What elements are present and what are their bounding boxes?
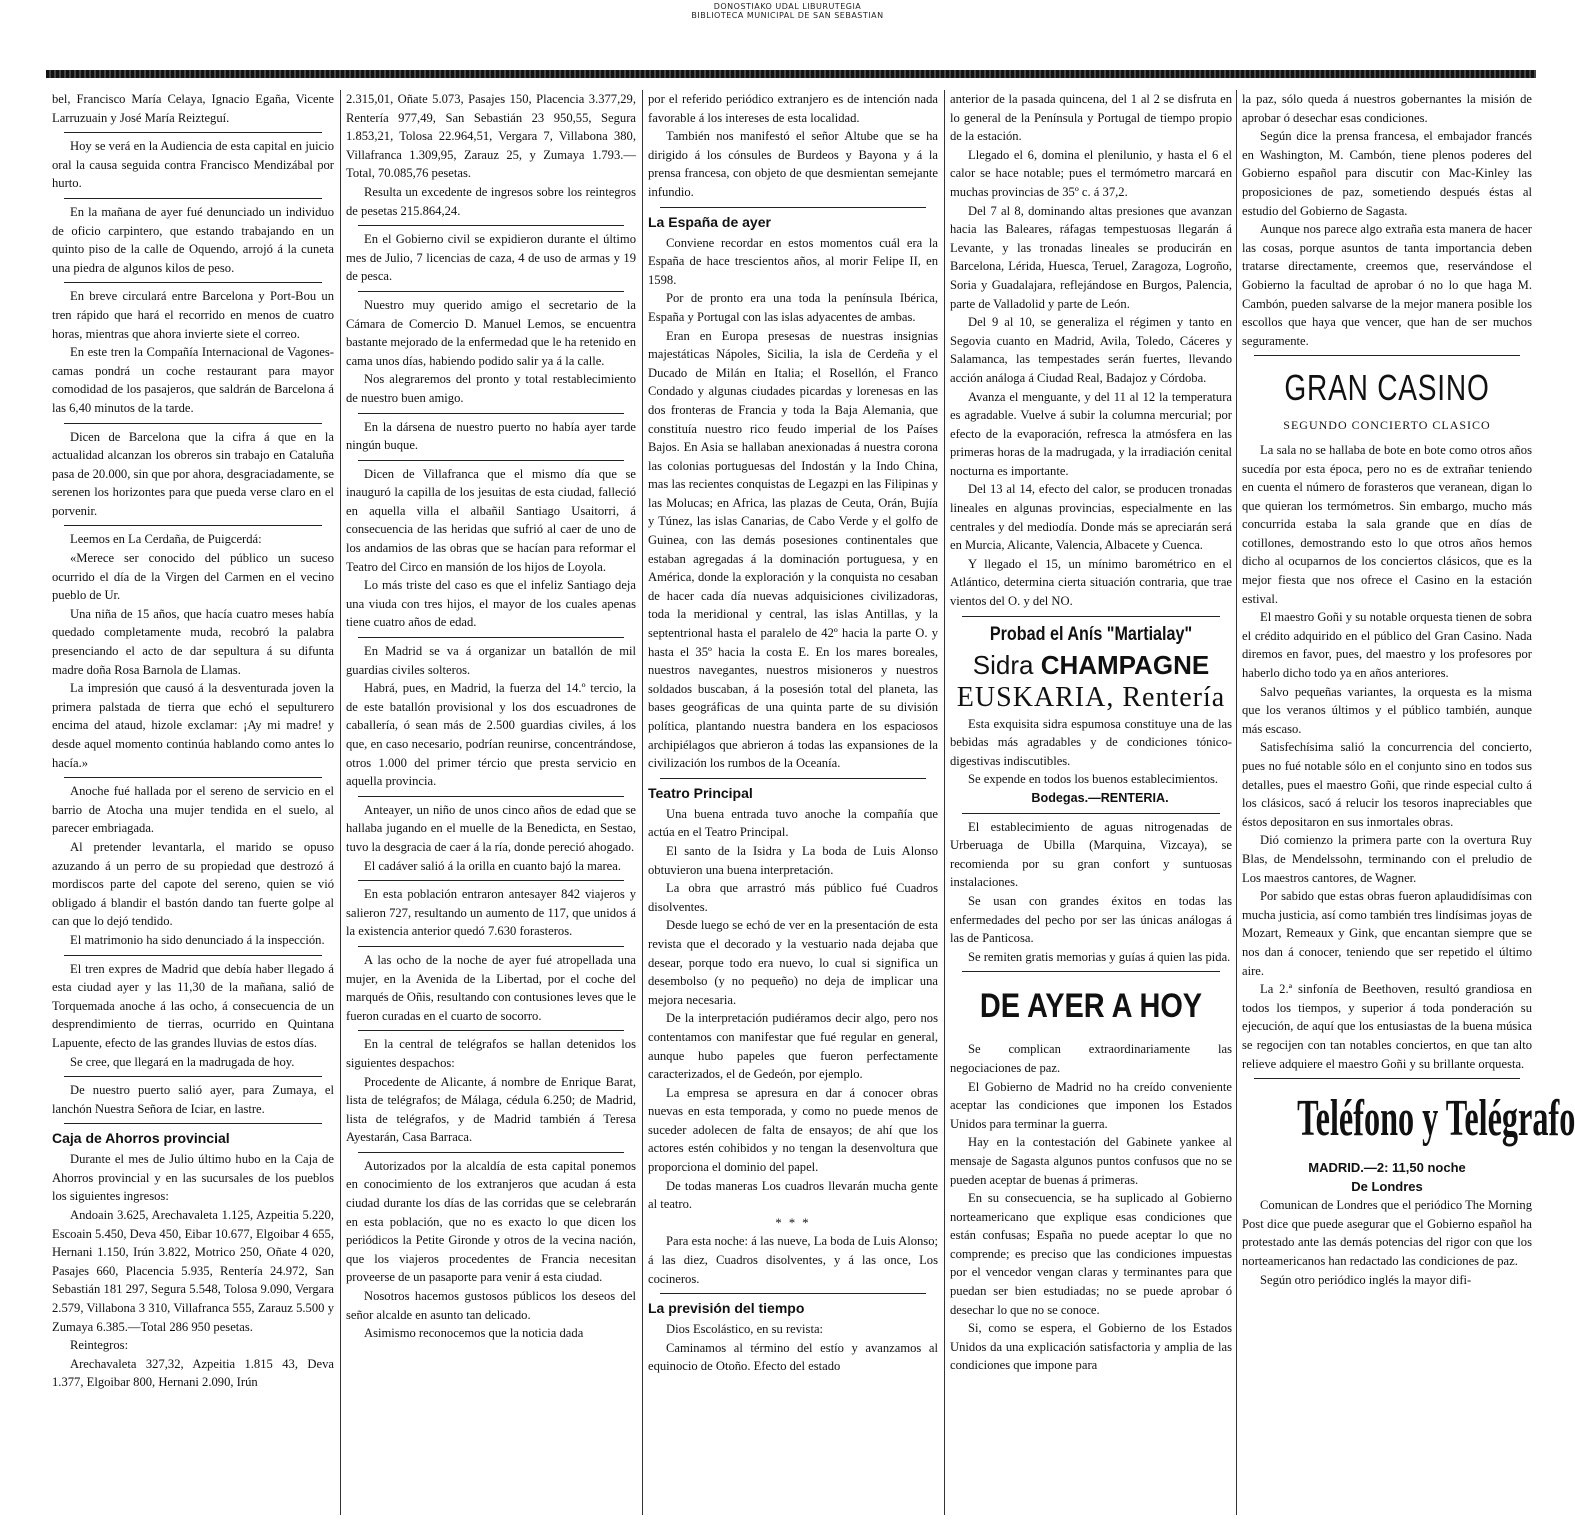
paragraph: «Merece ser conocido del público un suceso ocurrido el día de la Virgen del Carmen en el vecino pueblo de Ur. <box>52 551 334 603</box>
paragraph: Arechavaleta 327,32, Azpeitia 1.815 43, Deva 1.377, Elgoibar 800, Hernani 2.090, Irún <box>52 1356 334 1390</box>
separator <box>358 637 624 638</box>
paragraph: En la dársena de nuestro puerto no había ayer tarde ningún buque. <box>346 419 636 453</box>
paragraph: Nos alegraremos del pronto y total restablecimiento de nuestro buen amigo. <box>346 372 636 405</box>
paragraph: Dió comienzo la primera parte con la overtura Ruy Blas, de Mendelssohn, terminando con el preludio de Los maestros cantores, de Wagner. <box>1242 833 1532 885</box>
paragraph: Se cree, que llegará en la madrugada de hoy. <box>70 1054 295 1069</box>
paragraph: El tren expres de Madrid que debía haber llegado á esta ciudad ayer y las 11,30 de la mañana, salió de Torquemada anoche á las ocho, á consecuencia de un desprendimiento de tierras, ocurrido en Quintana Lapuente, efecto de las grandes lluvias de estos días. <box>52 961 334 1050</box>
separator <box>64 777 322 778</box>
dateline: MADRID.—2: 11,50 noche <box>1308 1160 1466 1176</box>
masthead <box>0 2 1575 20</box>
paragraph: Leemos en La Cerdaña, de Puigcerdá: <box>70 532 262 547</box>
paragraph: En breve circulará entre Barcelona y Port-Bou un tren rápido que hará el recorrido en menos de cuatro horas, mientras que ahora invierte siete el correo. <box>52 289 334 341</box>
paragraph: Una buena entrada tuvo anoche la compañía que actúa en el Teatro Principal. <box>648 806 938 840</box>
paragraph: Para esta noche: á las nueve, La boda de Luis Alonso; á las diez, Cuadros disolventes, y á las once, Los cocineros. <box>648 1234 938 1286</box>
paragraph: El matrimonio ha sido denunciado á la inspección. <box>70 932 325 947</box>
column-1 <box>52 90 334 1515</box>
section-heading-gran-casino: GRAN CASINO <box>1284 367 1490 409</box>
paragraph: Una niña de 15 años, que hacía cuatro meses había quedado completamente muda, recobró la palabra presenciando el acto de dar sepultura á su difunta madre doña Rosa Barnola de Llamas. <box>52 606 334 677</box>
paragraph: En esta población entraron antesayer 842 viajeros y salieron 727, resultando un aumento de 117, que unidos á la existencia anterior quedó 7.630 forasteros. <box>346 887 636 939</box>
paragraph: Dicen de Villafranca que el mismo día que se inauguró la capilla de los jesuitas de esta ciudad, falleció en aquella villa el albañil Santiago Usaitorri, á consecuencia de las heridas que sufrió al caer de uno de los andamios de las obras que se hacían para reformar el Teatro del Circo en mansión de los hijos de Loyola. <box>346 466 636 574</box>
paragraph: La sala no se hallaba de bote en bote como otros años sucedía por esta época, pero no es de extrañar teniendo en cuenta el número de forasteros que veranean, digan lo que quieran los termómetros. Sin embargo, mucho más concurrida estaba la sala grande que en días de cotillones, demostrando esto lo que otros años hemos dicho al ocuparnos de los conciertos clásicos, que es la mejor fiesta que nos ofrece el Casino en la estación estival. <box>1242 442 1532 606</box>
paragraph: El maestro Goñi y su notable orquesta tienen de sobra el crédito adquirido en el público del Gran Casino. Nada diremos en favor, pues, del maestro y los profesores por haberlo dicho todo ya en años anteriores. <box>1242 610 1532 681</box>
top-rule <box>46 70 1536 78</box>
paragraph: Reintegros: <box>70 1338 129 1353</box>
column-4 <box>950 90 1232 1515</box>
paragraph: De la interpretación pudiéramos decir algo, pero nos contentamos con manifestar que fué regular en general, aunque hubo papeles que fueron perfectamente caracterizados, el de Gedeón, por ejemplo. <box>648 1011 938 1082</box>
advertisement-euskaria: EUSKARIA, Rentería <box>956 681 1226 713</box>
paragraph: Durante el mes de Julio último hubo en la Caja de Ahorros provincial y en las sucursales de los pueblos los siguientes ingresos: <box>52 1152 334 1204</box>
column-2 <box>346 90 636 1515</box>
paragraph: Nuestro muy querido amigo el secretario de la Cámara de Comercio D. Manuel Lemos, se encuentra bastante mejorado de la enfermedad que le ha retenido en cama unos días, habiendo podido salir ya á la calle. <box>346 297 636 368</box>
paragraph: De nuestro puerto salió ayer, para Zumaya, el lanchón Nuestra Señora de Iciar, en lastre. <box>52 1083 334 1116</box>
paragraph: Según otro periódico inglés la mayor difi- <box>1260 1272 1472 1287</box>
paragraph: El santo de la Isidra y La boda de Luis Alonso obtuvieron una buena interpretación. <box>648 843 938 877</box>
separator <box>358 1152 624 1153</box>
separator <box>358 460 624 461</box>
section-heading-telefono: Teléfono y Telégrafo <box>1297 1090 1575 1148</box>
section-heading: Teatro Principal <box>648 784 753 801</box>
paragraph: La empresa se apresura en dar á conocer obras nuevas en esta temporada, y como no puede menos de suceder adolecen de falta de ensayos; de ahí que los actores estén cohibidos y no tengan la desenvoltura que proporciona el dominio del papel. <box>648 1085 938 1175</box>
paragraph: Desde luego se echó de ver en la presentación de esta revista que el decorado y la vestuario nada dejaba que desear, porque todo era nuevo, lo cual si significa un desembolso (y no pequeño) no deja de implicar una mejora necesaria. <box>648 918 938 1007</box>
separator <box>660 778 926 779</box>
section-heading: La previsión del tiempo <box>648 1300 805 1317</box>
paragraph: El Gobierno de Madrid no ha creído conveniente aceptar las condiciones que imponen los Estados Unidos para terminar la guerra. <box>950 1079 1232 1131</box>
separator <box>660 207 926 208</box>
separator <box>358 880 624 881</box>
separator <box>358 946 624 947</box>
paragraph: Hay en la contestación del Gabinete yankee al mensaje de Sagasta algunos puntos confusos que no se pueden aceptar de buenas á primeras. <box>950 1135 1232 1187</box>
paragraph: Lo más triste del caso es que el infeliz Santiago deja una viuda con tres hijos, el mayor de los cuales apenas tiene cuatro años de edad. <box>346 578 636 630</box>
paragraph: A las ocho de la noche de ayer fué atropellada una mujer, en la Avenida de la Libertad, por el coche del marqués de Oñis, resultando con contusiones leves que le fueron curadas en el cuarto de socorro. <box>346 952 636 1023</box>
separator <box>962 616 1220 617</box>
sub-dateline: De Londres <box>1351 1178 1423 1194</box>
masthead-line1: DONOSTIAKO UDAL LIBURUTEGIA <box>713 2 862 11</box>
paragraph: De todas maneras Los cuadros llevarán mucha gente al teatro. <box>648 1178 938 1212</box>
separator <box>64 282 322 283</box>
paragraph: Eran en Europa presesas de nuestras insignias majestáticas Nápoles, Sicilia, la isla de Cerdeña y el Ducado de Milán en Italia; el Rosellón, el Franco Condado y algunas ciudades picardas y lorenesas en las dos fronteras de Francia y toda la Baja Alemania, que constituía nuestro rico feudo imperial de los Países Bajos. En Asia se hallaban anexionadas á nuestra corona las colonias portuguesas del Indostán y la Indo China, mas las recientes conquistas de Legazpi en las Filipinas y las Molucas; en Africa, las plazas de Ceuta, Orán, Bujía y Túnez, las islas Canarias, de Cabo Verde y el golfo de Guinea, con las demás posesiones continentales que estaban agregadas á la dominación portuguesa, y en América, donde la exploración y la conquista no cesaban de hacer cada día nuevas adquisiciones civilizadoras, toda la meridional y central, las islas Antillas, y la septentrional hasta el paralelo de 42º hacia la parte O. y hasta el 35º hacia la costa E. En los mares boreales, nuestros navegantes, nuestros misioneros y nuestros soldados buscaban, á la posesión total del planeta, las bases geográficas de una quinta parte de su división política, plantando nuestra bandera en los espaciosos archipiélagos que abrieron á todas las expansiones de la civilización los rumbos de la Oceanía. <box>648 328 938 771</box>
paragraph: Por sabido que estas obras fueron aplaudidísimas con mucha justicia, así como también tres lindísimas joyas de Mozart, Remeaux y Gink, que encantan siempre que se nos dan á conocer, teniendo que ser repetido el último aire. <box>1242 889 1532 978</box>
separator <box>358 225 624 226</box>
paragraph: la paz, sólo queda á nuestros gobernantes la misión de aprobar ó desechar esas condiciones. <box>1242 92 1532 125</box>
separator <box>64 525 322 526</box>
advertisement-sidra <box>950 649 1232 681</box>
section-heading: Caja de Ahorros provincial <box>52 1130 230 1147</box>
paragraph: Avanza el menguante, y del 11 al 12 la temperatura es agradable. Vuelve á subir la columna mercurial; por efecto de la evaporación, refresca la atmósfera en las primeras horas de la madrugada, y la irradiación cenital nocturna es importante. <box>950 389 1232 478</box>
separator <box>64 955 322 956</box>
paragraph: Se complican extraordinariamente las negociaciones de paz. <box>950 1042 1232 1075</box>
paragraph: Comunican de Londres que el periódico The Morning Post dice que puede asegurar que el Gobierno español ha protestado ante las demás potencias del rigor con que los norteamericanos han redactado las condiciones de paz. <box>1242 1198 1532 1269</box>
paragraph: Aunque nos parece algo extraña esta manera de hacer las cosas, porque asuntos de tanta importancia deben tratarse directamente, creemos que, reservándose el Gobierno la facultad de aprobar ó no lo que haga M. Cambón, pueden salvarse de la mejor manera posible los escollos que haya que vencer, que han de ser muchos seguramente. <box>1242 222 1532 348</box>
paragraph: Caminamos al término del estío y avanzamos al equinocio de Otoño. Efecto del estado <box>648 1340 938 1374</box>
separator <box>962 813 1220 814</box>
separator <box>1254 355 1520 356</box>
paragraph: Satisfechísima salió la concurrencia del concierto, pues no fué notable sólo en el conjunto sino en todos sus detalles, pues el maestro Goñi, que rinde especial culto á los clásicos, sacó á relucir los tesoros inapreciables que éstos depositaron en sus inmortales obras. <box>1242 740 1532 829</box>
section-subheading: SEGUNDO CONCIERTO CLASICO <box>1283 418 1491 433</box>
paragraph: Según dice la prensa francesa, el embajador francés en Washington, M. Cambón, tiene plenos poderes del Gobierno español para discutir con Mac-Kinley las proposiciones de paz, sometiendo después éstas al estudio del Gobierno de Sagasta. <box>1242 129 1532 218</box>
paragraph: Anteayer, un niño de unos cinco años de edad que se hallaba jugando en el muelle de la Benedicta, en Sestao, tuvo la desgracia de caer á la ría, donde pereció ahogado. <box>346 802 636 854</box>
separator <box>64 1123 322 1124</box>
separator <box>358 413 624 414</box>
paragraph: Del 9 al 10, se generaliza el régimen y tanto en Segovia cuanto en Madrid, Avila, Toledo, Cáceres y Salamanca, las tempestades serán fuertes, llevando acción análoga á Ciudad Real, Badajoz y Córdoba. <box>950 315 1232 385</box>
paragraph: Del 13 al 14, efecto del calor, se producen tronadas lineales en algunas provincias, especialmente en las centrales y del mediodía. Donde más se apreciarán será en Murcia, Alicante, Valencia, Albacete y Cuenca. <box>950 482 1232 553</box>
separator <box>64 1076 322 1077</box>
paragraph: En la central de telégrafos se hallan detenidos los siguientes despachos: <box>346 1037 636 1070</box>
paragraph: 2.315,01, Oñate 5.073, Pasajes 150, Placencia 3.377,29, Rentería 977,49, San Sebastián 23 950,55, Segura 1.853,21, Tolosa 22.964,51, Vergara 7, Villabona 380, Villafranca 1.309,95, Zarauz 25, y Zumaya 1.793.—Total, 70.085,76 pesetas. <box>346 92 636 181</box>
section-heading-ayer-a-hoy: DE AYER A HOY <box>979 987 1203 1026</box>
paragraph: Al pretender levantarla, el marido se opuso azuzando á un perro de su propiedad que destrozó á mordiscos parte del capote del sereno, quien se vió obligado á blandir el bastón dando tan fuerte golpe al can que lo dejó tendido. <box>52 839 334 929</box>
separator <box>358 1030 624 1031</box>
ad-sidra-word: Sidra <box>972 649 1041 680</box>
paragraph: Nosotros hacemos gustosos públicos los deseos del señor alcalde en asunto tan delicado. <box>346 1289 636 1322</box>
paragraph: Esta exquisita sidra espumosa constituye una de las bebidas más agradables y de condiciones tónico-digestivas indiscutibles. <box>950 716 1232 768</box>
paragraph: Andoain 3.625, Arechavaleta 1.125, Azpeitia 5.220, Escoain 5.450, Deva 450, Eibar 10.677, Elgoibar 4 655, Hernani 1.150, Irún 3.822, Motrico 250, Oñate 4 020, Pasajes 660, Placencia 5.935, Rentería 24.972, San Sebastián 181 297, Segura 5.548, Tolosa 9.090, Vergara 2.579, Villabona 3 310, Villafranca 555, Zarauz 5.500 y Zumaya 6.385.—Total 286 950 pesetas. <box>52 1208 334 1334</box>
paragraph: Asimismo reconocemos que la noticia dada <box>364 1326 584 1341</box>
separator <box>64 423 322 424</box>
paragraph: La impresión que causó á la desventurada joven la primera palstada de tierra que echó el sepulturero encima del ataud, hizole exclamar: ¡Ay mi madre! y desde aquel momento continúa hablando como antes lo hacía.» <box>52 681 334 770</box>
separator <box>1254 1078 1520 1079</box>
paragraph: anterior de la pasada quincena, del 1 al 2 se disfruta en lo general de la Península y Portugal de tiempo propio de la estación. <box>950 92 1232 144</box>
masthead-line2: BIBLIOTECA MUNICIPAL DE SAN SEBASTIAN <box>691 11 884 20</box>
column-divider <box>340 90 341 1515</box>
paragraph: La obra que arrastró más público fué Cuadros disolventes. <box>648 881 938 914</box>
paragraph: Del 7 al 8, dominando altas presiones que avanzan hacia las Baleares, ráfagas tempestuosas llegarán á Levante, y las tronadas lineales se producirán en Barcelona, Lérida, Huesca, Teruel, Zaragoza, Logroño, Soria y Guadalajara, reflejándose en Burgos, Palencia, parte de Valladolid y parte de León. <box>950 203 1232 311</box>
paragraph: Se expende en todos los buenos establecimientos. <box>968 772 1219 787</box>
paragraph: En Madrid se va á organizar un batallón de mil guardias civiles solteros. <box>346 644 636 677</box>
paragraph: Autorizados por la alcaldía de esta capital ponemos en conocimiento de los extranjeros que acudan á esta ciudad durante los días de las corridas que se celebrarán en esta población, que no es exacto lo que dicen los periódicos la Petite Gironde y otros de la vecina nación, que los viajeros procedentes de Francia necesitan proveerse de un pasaporte para venir á esta ciudad. <box>346 1158 636 1285</box>
advertisement-anis: Probad el Anís "Martialay" <box>989 623 1193 645</box>
paragraph: Si, como se espera, el Gobierno de los Estados Unidos da una explicación satisfactoria y amplia de las condiciones que impone para <box>950 1321 1232 1373</box>
paragraph: Habrá, pues, en Madrid, la fuerza del 14.º tercio, la de este batallón provisional y los dos escuadrones de caballería, ó sean más de 2.500 guardias civiles, á los que, en caso necesario, podrían reunirse, concentrándose, otros 1.000 del primer tércio que presta servicio en aquella provincia. <box>346 681 636 789</box>
ad-bodegas: Bodegas.—RENTERIA. <box>1031 791 1169 805</box>
paragraph: El cadáver salió á la orilla en cuanto bajó la marea. <box>364 858 621 873</box>
column-divider <box>642 90 643 1515</box>
asterism: * * * <box>775 1215 811 1230</box>
paragraph: Dicen de Barcelona que la cifra á que en la actualidad alcanzan los obreros sin trabajo en Cataluña pasa de 20.000, sin que por ahora, desgraciadamente, se serenen los horizontes para que pueda verse claro en el porvenir. <box>52 429 334 518</box>
separator <box>962 971 1220 972</box>
paragraph: Procedente de Alicante, á nombre de Enrique Barat, lista de telégrafos; de Málaga, cédula 6.250; de Madrid, lista de telégrafos, y de Madrid también á Teresa Ayestarán, Casa Barraca. <box>346 1074 636 1145</box>
paragraph: El establecimiento de aguas nitrogenadas de Urberuaga de Ubilla (Marquina, Vizcaya), se recomienda por su gran confort y suntuosas instalaciones. <box>950 819 1232 890</box>
column-divider <box>1236 90 1237 1515</box>
paragraph: Anoche fué hallada por el sereno de servicio en el barrio de Atocha una mujer tendida en el suelo, al parecer embriagada. <box>52 784 334 836</box>
paragraph: bel, Francisco María Celaya, Ignacio Egaña, Vicente Larruzuain y José María Reizteguí. <box>52 92 334 125</box>
column-3 <box>648 90 938 1515</box>
paragraph: Dios Escolástico, en su revista: <box>666 1322 824 1337</box>
section-heading: La España de ayer <box>648 213 771 230</box>
paragraph: Hoy se verá en la Audiencia de esta capital en juicio oral la causa seguida contra Francisco Mendizábal por hurto. <box>52 139 334 191</box>
paragraph: Llegado el 6, domina el plenilunio, y hasta el 6 el calor se hace notable; pues el termómetro marcará en muchas provincias de 35º c. á 37,2. <box>950 147 1232 199</box>
paragraph: Se remiten gratis memorias y guías á quien las pida. <box>968 949 1231 964</box>
paragraph: Salvo pequeñas variantes, la orquesta es la misma que los veranos últimos y el público también, aunque más escaso. <box>1242 684 1532 736</box>
paragraph: Y llegado el 15, un mínimo barométrico en el Atlántico, determina cierta situación contraria, que trae vientos del O. y del NO. <box>950 556 1232 609</box>
paragraph: Resulta un excedente de ingresos sobre los reintegros de pesetas 215.864,24. <box>346 184 636 218</box>
paragraph: por el referido periódico extranjero es de intención nada favorable á los intereses de esta localidad. <box>648 92 938 125</box>
separator <box>358 291 624 292</box>
paragraph: Conviene recordar en estos momentos cuál era la España de hace trescientos años, al morir Felipe II, en 1598. <box>648 235 938 287</box>
paragraph: Se usan con grandes éxitos en todas las enfermedades del pecho por ser las únicas análogas á las de Panticosa. <box>950 893 1232 946</box>
separator <box>660 1293 926 1294</box>
paragraph: Por de pronto era una toda la península Ibérica, España y Portugal con las islas adyacentes de ambas. <box>648 291 938 324</box>
paragraph: En su consecuencia, se ha suplicado al Gobierno norteamericano que explique esas condiciones que están confusas; España no puede aceptar lo que no comprende; es preciso que las condiciones impuestas por el vencedor vengan claras y terminantes para que puedan ser bien estudiadas; no se puede aprobar ó desechar lo que no se conoce. <box>950 1191 1232 1317</box>
separator <box>64 132 322 133</box>
paragraph: La 2.ª sinfonía de Beethoven, resultó grandiosa en todos los tiempos, y superior á toda ponderación su ejecución, de aquí que los entusiastas de la buena música se regocijen con tan notables conciertos, en que tan alto relieve adquiere el maestro Goñi y su brillante orquesta. <box>1242 982 1532 1071</box>
separator <box>64 198 322 199</box>
paragraph: En este tren la Compañía Internacional de Vagones-camas pondrá un coche restaurant para mayor comodidad de los pasajeros, que saldrán de Barcelona á las 6,40 minutos de la tarde. <box>52 345 334 415</box>
paragraph: En el Gobierno civil se expidieron durante el último mes de Julio, 7 licencias de caza, 4 de uso de armas y 19 de pesca. <box>346 232 636 284</box>
separator <box>358 796 624 797</box>
paragraph: También nos manifestó el señor Altube que se ha dirigido á los cónsules de Burdeos y Bayona y á la prensa francesa, con objeto de que desmientan semejante infundio. <box>648 129 938 199</box>
ad-champagne-word: CHAMPAGNE <box>1040 649 1210 680</box>
column-divider <box>944 90 945 1515</box>
column-5 <box>1242 90 1575 1515</box>
paragraph: En la mañana de ayer fué denunciado un individuo de oficio carpintero, que estando trabajando en un quinto piso de la calle de Oquendo, arrojó á la cuneta una piedra de algunos kilos de peso. <box>52 204 334 275</box>
